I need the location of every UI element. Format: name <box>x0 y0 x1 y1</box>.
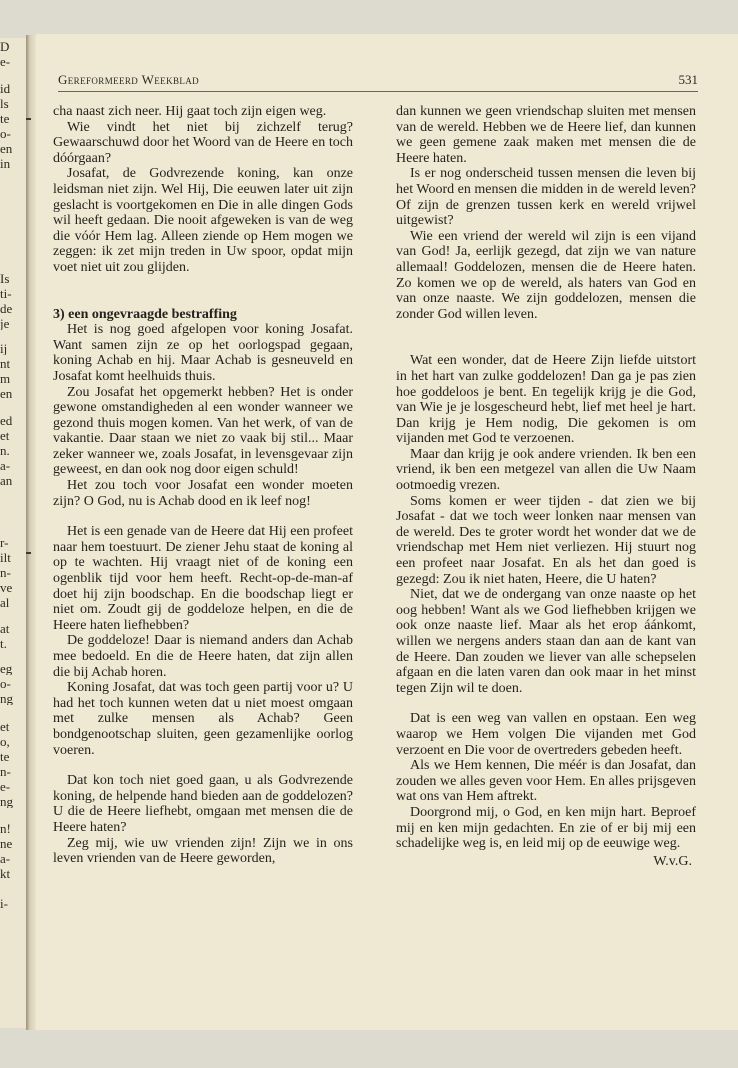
paragraph: Zeg mij, wie uw vrienden zijn! Zijn we in ons leven vrienden van de Heere geworden, <box>53 835 353 867</box>
prev-page-fragment: e- <box>0 780 11 793</box>
section-gap <box>53 509 353 524</box>
prev-page-fragment: de <box>0 302 13 315</box>
paragraph: Josafat, de Godvrezende koning, kan onze leidsman niet zijn. Wel Hij, Die eeuwen later uit zijn geslacht is voortgekomen en Die in alle dingen Gods wil heeft gedaan. Die nooit afgeweken is van de weg die vóór Hem lag. Alleen ziende op Hem mogen we zeggen: ik zet mijn treden in Uw spoor, opdat mijn voet niet uit zou glijden. <box>53 166 353 275</box>
prev-page-fragment: et <box>0 720 10 733</box>
prev-page-fragment: o, <box>0 735 10 748</box>
paragraph: Dat is een weg van vallen en opstaan. Een weg waarop we Hem volgen Die vijanden met God verzoent en Die voor de overtreders gebeden heeft. <box>396 711 696 758</box>
prev-page-fragment: m <box>0 372 11 385</box>
paragraph: Doorgrond mij, o God, en ken mijn hart. Beproef mij en ken mijn gedachten. En zie of er bij mij een schadelijke weg is, en leid mij op de eeuwige weg. <box>396 804 696 852</box>
prev-page-fragment: eg <box>0 662 13 675</box>
prev-page-fragment: en <box>0 387 13 400</box>
left-column <box>53 104 353 867</box>
prev-page-fragment: n! <box>0 822 11 835</box>
right-column <box>396 104 696 869</box>
paragraph: Het zou toch voor Josafat een wonder moeten zijn? O God, nu is Achab dood en ik leef nog! <box>53 478 353 509</box>
prev-page-fragment: i- <box>0 897 8 910</box>
prev-page-fragment: id <box>0 82 11 95</box>
section-gap <box>396 696 696 711</box>
prev-page-fragment: ve <box>0 581 13 594</box>
prev-page-fragment: a- <box>0 852 11 865</box>
paragraph: Wie een vriend der wereld wil zijn is een vijand van God! Ja, eerlijk gezegd, dat zijn we van nature allemaal! Goddelozen, mensen die de Heere haten. Zo komen we op de wereld, als haters van God en van onze naaste. We zijn goddelozen, mensen die zonder God willen leven. <box>396 228 696 322</box>
section-gap <box>53 276 353 307</box>
prev-page-fragment: je <box>0 317 10 330</box>
prev-page-fragment: ti- <box>0 287 12 300</box>
prev-page-fragment: en <box>0 142 13 155</box>
prev-page-fragment: o- <box>0 677 11 690</box>
paragraph: Als we Hem kennen, Die méér is dan Josafat, dan zouden we alles geven voor Hem. En alles prijsgeven wat ons van Hem aftrekt. <box>396 758 696 805</box>
prev-page-fragment: t. <box>0 637 7 650</box>
paragraph: Maar dan krijg je ook andere vrienden. Ik ben een vriend, ik ben een metgezel van allen die Uw Naam ootmoedig vrezen. <box>396 446 696 494</box>
section-gap <box>53 758 353 773</box>
header-rule <box>58 91 698 92</box>
prev-page-fragment: ls <box>0 97 9 110</box>
prev-page-fragment: n. <box>0 444 10 457</box>
prev-page-fragment: ng <box>0 795 13 808</box>
prev-page-fragment: n- <box>0 566 11 579</box>
prev-page-fragment: ed <box>0 414 13 427</box>
prev-page-fragment: kt <box>0 867 11 880</box>
paragraph: cha naast zich neer. Hij gaat toch zijn eigen weg. <box>53 104 327 119</box>
section-gap <box>396 322 696 353</box>
prev-page-fragment: at <box>0 622 10 635</box>
prev-page-fragment: al <box>0 596 10 609</box>
prev-page-fragment: nt <box>0 357 11 370</box>
prev-page-fragment: in <box>0 157 11 170</box>
page-gutter-shadow <box>26 35 36 1030</box>
paragraph: dan kunnen we geen vriendschap sluiten met mensen van de wereld. Hebben we de Heere lief, dan kunnen we geen gemene zaak maken met mensen die de Heere haten. <box>396 104 696 166</box>
prev-page-fragment: te <box>0 112 10 125</box>
prev-page-fragment: o- <box>0 127 11 140</box>
prev-page-fragment: a- <box>0 459 11 472</box>
journal-title: Gereformeerd Weekblad <box>58 72 200 87</box>
prev-page-fragment: an <box>0 474 13 487</box>
previous-page-edge <box>0 38 26 1028</box>
page-number: 531 <box>678 72 698 87</box>
paragraph: Wie vindt het niet bij zichzelf terug? Gewaarschuwd door het Woord van de Heere en toch dóórgaan? <box>53 119 353 166</box>
prev-page-fragment: Is <box>0 272 10 285</box>
paragraph: Het is nog goed afgelopen voor koning Josafat. Want samen zijn ze op het oorlogspad gegaan, koning Achab en hij. Maar Achab is gesneuveld en Josafat komt heelhuids thuis. <box>53 322 353 384</box>
prev-page-fragment: ij <box>0 342 8 355</box>
page-531 <box>36 34 738 1030</box>
prev-page-fragment: e- <box>0 55 11 68</box>
prev-page-fragment: ne <box>0 837 13 850</box>
prev-page-fragment: et <box>0 429 10 442</box>
prev-page-fragment: D <box>0 40 10 53</box>
paragraph: Zou Josafat het opgemerkt hebben? Het is onder gewone omstandigheden al een wonder wanneer we gezond thuis mogen komen. Van het werk, of van de vakantie. Daar staan we niet zo vaak bij stil... Maar zeker wanneer we, zoals Josafat, in levensgevaar zijn geweest, en dan ook nog door eigen schuld! <box>53 384 353 478</box>
prev-page-fragment: n- <box>0 765 11 778</box>
prev-page-fragment: ilt <box>0 551 11 564</box>
paragraph: Wat een wonder, dat de Heere Zijn liefde uitstort in het hart van zulke goddelozen! Dan ga je pas zien hoe goddeloos je bent. En tegelijk krijg je die God, van Wie je je losgescheurd hebt, lief met heel je hart. Dan krijg je Hem nodig, Die gekomen is om vijanden met God te verzoenen. <box>396 353 696 447</box>
paragraph: De goddeloze! Daar is niemand anders dan Achab mee bedoeld. En die de Heere haten, dat zijn allen die bij Achab horen. <box>53 633 353 680</box>
paragraph: Koning Josafat, dat was toch geen partij voor u? U had het toch kunnen weten dat u niet moest omgaan met zulke mensen als Achab? Geen bondgenootschap sluiten, geen gezamenlijke oorlog voeren. <box>53 680 353 758</box>
author-signature: W.v.G. <box>653 853 692 869</box>
prev-page-fragment: r- <box>0 536 9 549</box>
paragraph: Dat kon toch niet goed gaan, u als Godvrezende koning, de helpende hand bieden aan de goddelozen? U die de Heere liefhebt, omgaan met mensen die de Heere haten? <box>53 773 353 835</box>
prev-page-fragment: te <box>0 750 10 763</box>
paragraph: Niet, dat we de ondergang van onze naaste op het oog hebben! Want als we God liefhebben krijgen we ook onze naaste lief. Maar als het erop áánkomt, willen we nergens anders staan dan aan de kant van de Heere. Dan zouden we liever van alle schepselen afgaan en die laten varen dan ook maar in het minst tegen Zijn wil te doen. <box>396 587 696 696</box>
section-heading: 3) een ongevraagde bestraffing <box>53 306 237 322</box>
prev-page-fragment: ng <box>0 692 13 705</box>
margin-mark <box>26 118 31 120</box>
margin-mark <box>26 552 31 554</box>
paragraph: Is er nog onderscheid tussen mensen die leven bij het Woord en mensen die midden in de wereld leven? Of zijn de grenzen tussen kerk en wereld vrijwel uitgewist? <box>396 166 696 229</box>
paragraph: Soms komen er weer tijden - dat zien we bij Josafat - dat we toch weer lonken naar mensen van de wereld. Des te groter wordt het wonder dat we de vriendschap met Hem niet verliezen. Hij stuurt nog een profeet naar Josafat. En als het dan goed is gezegd: Zou ik niet haten, Heere, die U haten? <box>396 493 696 587</box>
running-header <box>58 72 698 88</box>
paragraph: Het is een genade van de Heere dat Hij een profeet naar hem toestuurt. De ziener Jehu staat de koning al op te wachten. Hij vraagt niet of de koning een ogenblik tijd voor hem heeft. Recht-op-de-man-af doet hij zijn boodschap. En die boodschap liegt er niet om. Zoudt gij de goddeloze helpen, en die de Heere haten liefhebben? <box>53 524 353 633</box>
